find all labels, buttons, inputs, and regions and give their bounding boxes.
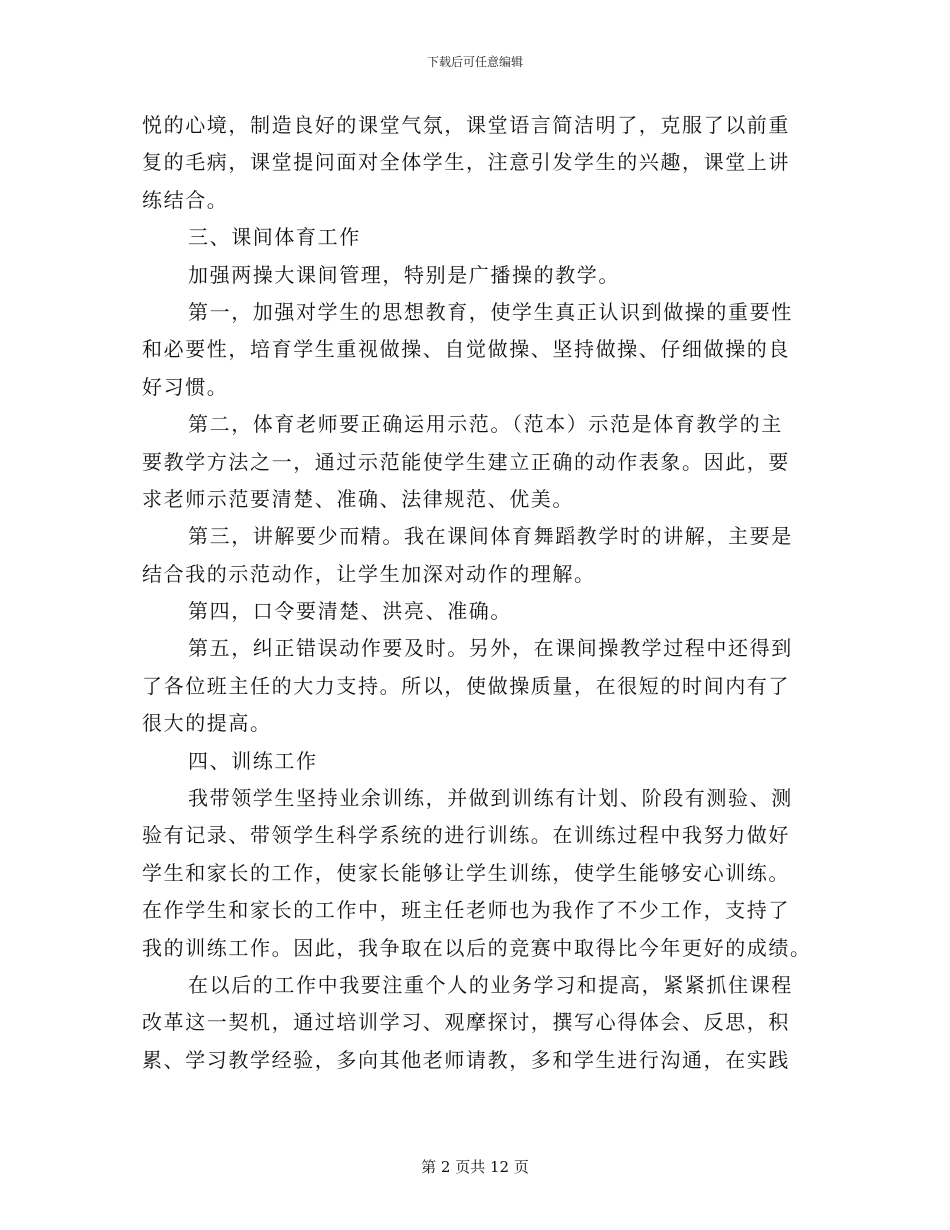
text-line: 累、学习教学经验，多向其他老师请教，多和学生进行沟通，在实践 [142,1047,790,1072]
section-heading: 四、训练工作 [188,748,318,773]
document-body [142,107,812,1079]
text-line: 验有记录、带领学生科学系统的进行训练。在训练过程中我努力做好 [142,823,790,848]
text-line: 好习惯。 [142,374,229,399]
text-line: 练结合。 [142,187,229,212]
page-footer: 第 2 页共 12 页 [421,1158,529,1176]
text-line: 要教学方法之一，通过示范能使学生建立正确的动作表象。因此，要 [142,449,790,474]
text-line: 求老师示范要清楚、准确、法律规范、优美。 [142,486,574,511]
section-heading: 三、课间体育工作 [188,225,361,250]
text-line: 第三，讲解要少而精。我在课间体育舞蹈教学时的讲解，主要是 [188,524,793,549]
text-line: 第一，加强对学生的思想教育，使学生真正认识到做操的重要性 [188,299,793,324]
text-line: 很大的提高。 [142,711,272,736]
text-line: 结合我的示范动作，让学生加深对动作的理解。 [142,561,596,586]
page-header: 下载后可任意编辑 [426,55,523,69]
text-line: 改革这一契机，通过培训学习、观摩探讨，撰写心得体会、反思，积 [142,1010,790,1035]
text-line: 我带领学生坚持业余训练，并做到训练有计划、阶段有测验、测 [188,786,793,811]
text-line: 和必要性，培育学生重视做操、自觉做操、坚持做操、仔细做操的良 [142,337,790,362]
text-line: 了各位班主任的大力支持。所以，使做操质量，在很短的时间内有了 [142,673,790,698]
text-line: 复的毛病，课堂提问面对全体学生，注意引发学生的兴趣，课堂上讲 [142,150,790,175]
text-line: 第四，口令要清楚、洪亮、准确。 [188,599,512,624]
text-line: 我的训练工作。因此，我争取在以后的竞赛中取得比今年更好的成绩。 [142,935,812,960]
text-line: 学生和家长的工作，使家长能够让学生训练，使学生能够安心训练。 [142,860,790,885]
text-line: 在作学生和家长的工作中，班主任老师也为我作了不少工作，支持了 [142,898,790,923]
text-line: 在以后的工作中我要注重个人的业务学习和提高，紧紧抓住课程 [188,972,793,997]
text-line: 加强两操大课间管理，特别是广播操的教学。 [188,262,620,287]
text-line: 悦的心境，制造良好的课堂气氛，课堂语言简洁明了，克服了以前重 [142,113,790,137]
text-line: 第二，体育老师要正确运用示范。（范本）示范是体育教学的主 [188,412,783,437]
text-line: 第五，纠正错误动作要及时。另外，在课间操教学过程中还得到 [188,636,793,661]
